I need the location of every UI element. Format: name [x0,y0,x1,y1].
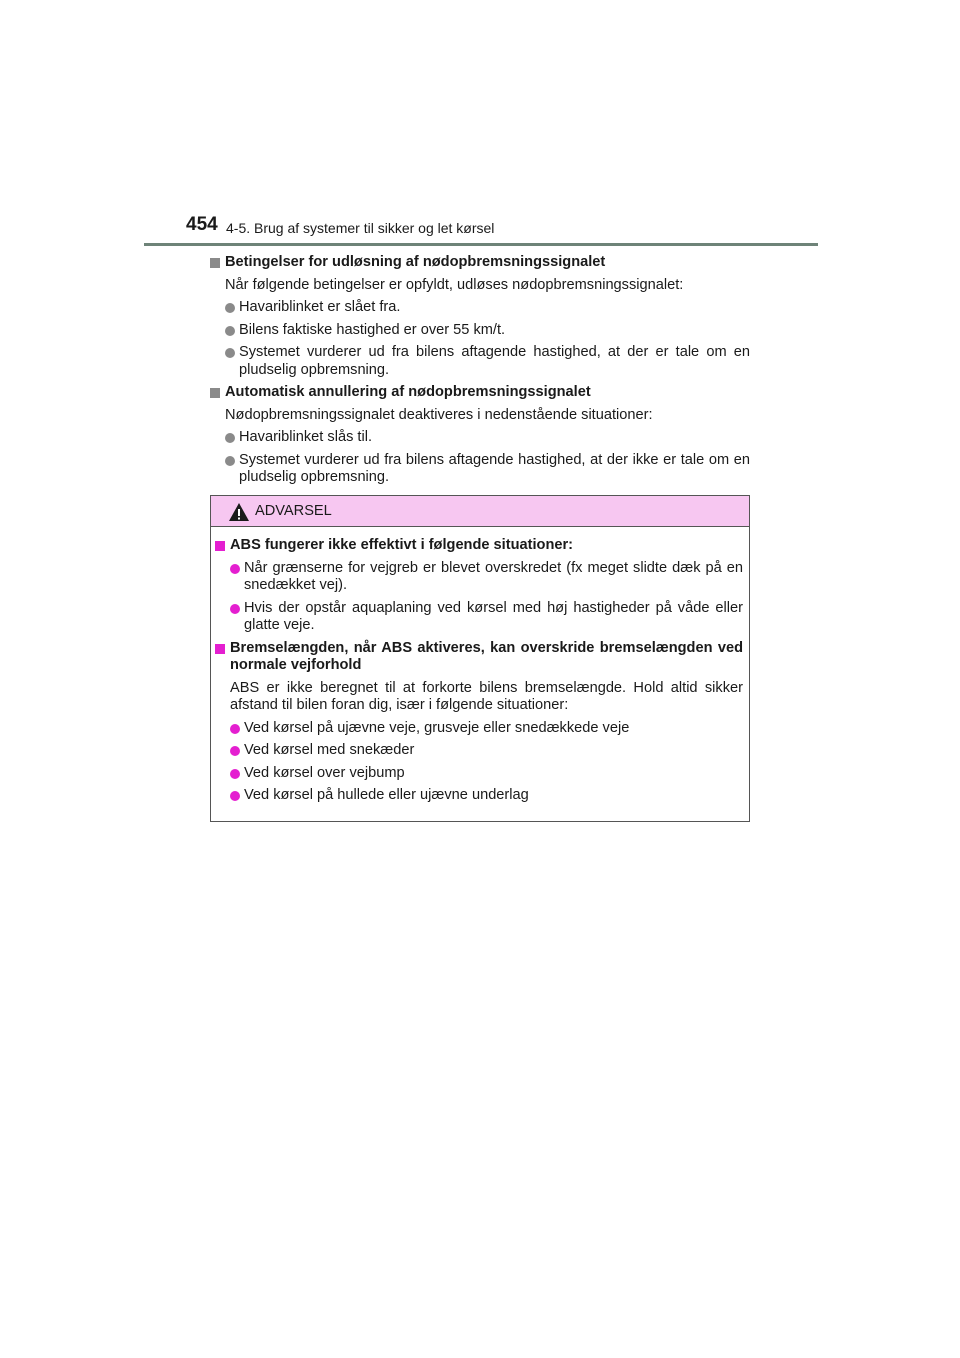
circle-bullet-icon [230,724,240,734]
list-item: Ved kørsel på hullede eller ujævne underlag [215,787,743,805]
circle-bullet-icon [225,303,235,313]
list-item: Systemet vurderer ud fra bilens aftagende hastighed, at der er tale om en pludselig opbremsning. [210,344,750,379]
circle-bullet-icon [230,604,240,614]
list-item: Ved kørsel på ujævne veje, grusveje eller snedækkede veje [215,720,743,738]
list-item: Havariblinket er slået fra. [210,299,750,317]
warning-label: ADVARSEL [255,503,332,519]
warning-body [211,527,749,805]
warning-box [210,495,750,822]
warning-triangle-icon [228,502,250,522]
list-item: Når grænserne for vejgreb er blevet overskredet (fx meget slidte dæk på en snedækket vej). [215,560,743,595]
circle-bullet-icon [225,456,235,466]
list-item: Hvis der opstår aquaplaning ved kørsel med høj hastigheder på våde eller glatte veje. [215,600,743,635]
warning-intro: ABS er ikke beregnet til at forkorte bilens bremselængde. Hold altid sikker afstand til bilen foran dig, især i følgende situationer: [230,679,743,713]
square-bullet-icon [210,258,220,268]
section-heading: Betingelser for udløsning af nødopbremsningssignalet [210,254,750,272]
circle-bullet-icon [230,791,240,801]
circle-bullet-icon [225,326,235,336]
circle-bullet-icon [225,433,235,443]
section-intro: Når følgende betingelser er opfyldt, udløses nødopbremsningssignalet: [225,276,684,293]
list-item: Bilens faktiske hastighed er over 55 km/t. [210,322,750,340]
square-bullet-icon [215,541,225,551]
circle-bullet-icon [230,564,240,574]
section-intro: Nødopbremsningssignalet deaktiveres i nedenstående situationer: [225,406,653,423]
list-item: Ved kørsel over vejbump [215,765,743,783]
header-rule [144,243,818,246]
circle-bullet-icon [230,746,240,756]
list-item: Ved kørsel med snekæder [215,742,743,760]
page-number: 454 [186,214,218,235]
list-item: Havariblinket slås til. [210,429,750,447]
chapter-title: 4-5. Brug af systemer til sikker og let kørsel [226,220,495,236]
square-bullet-icon [215,644,225,654]
warning-heading: Bremselængden, når ABS aktiveres, kan overskride bremselængden ved normale vejforhold [215,640,743,675]
section-heading: Automatisk annullering af nødopbremsningssignalet [210,384,750,402]
list-item: Systemet vurderer ud fra bilens aftagende hastighed, at der ikke er tale om en pludselig opbremsning. [210,452,750,487]
circle-bullet-icon [230,769,240,779]
warning-heading: ABS fungerer ikke effektivt i følgende situationer: [215,537,743,555]
warning-header [211,496,749,527]
circle-bullet-icon [225,348,235,358]
square-bullet-icon [210,388,220,398]
main-content [210,254,750,487]
